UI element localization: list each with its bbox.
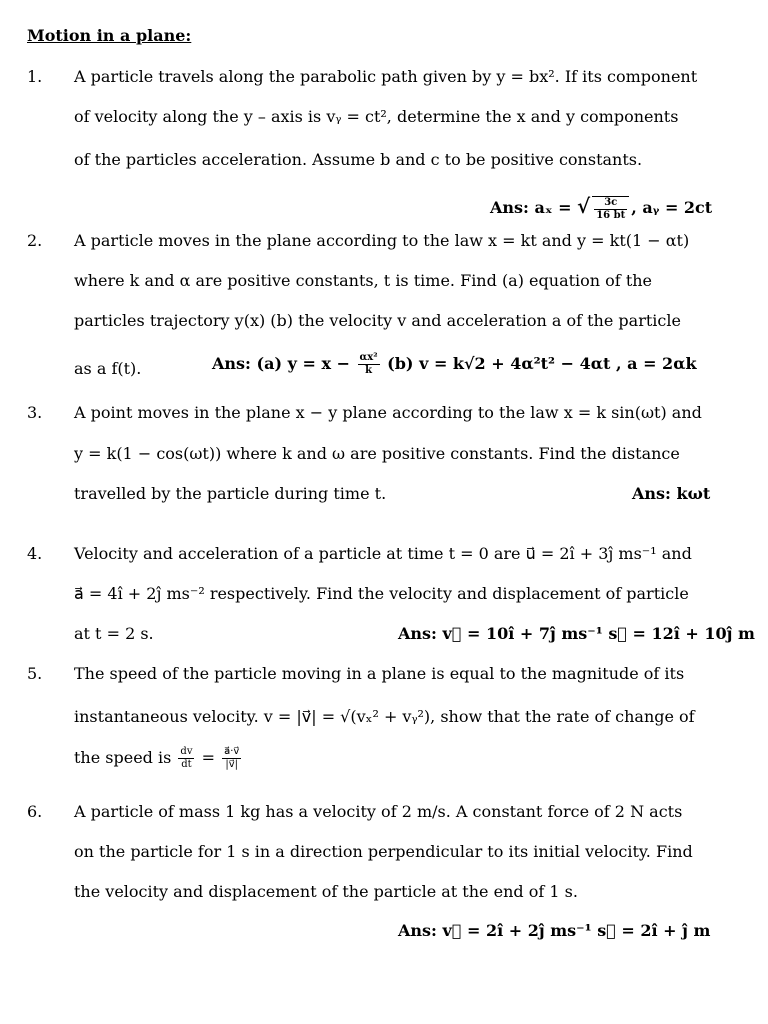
fraction-numerator: 3c	[594, 197, 627, 210]
question-5-line-2: instantaneous velocity. v = |v⃗| = √(vₓ² + vᵧ²), show that the rate of change of	[74, 707, 695, 726]
question-1-answer-label: Ans: aₓ =	[490, 198, 578, 217]
question-2-line-4: as a f(t).	[74, 359, 142, 378]
question-1-answer-fraction	[592, 196, 629, 222]
question-5-line-1: The speed of the particle moving in a plane is equal to the magnitude of its	[74, 664, 685, 683]
question-6-answer: Ans: v⃗ = 2î + 2ĵ ms⁻¹ s⃗ = 2î + ĵ m	[398, 921, 711, 940]
question-3-answer: Ans: kωt	[632, 484, 711, 503]
question-4-number: 4.	[27, 544, 43, 563]
question-5-line-3-text: the speed is	[74, 748, 177, 767]
question-1-answer-rest: , aᵧ = 2ct	[631, 198, 713, 217]
question-1-line-1: A particle travels along the parabolic path given by y = bx². If its component	[74, 67, 698, 86]
fraction-denominator: |v⃗|	[225, 759, 239, 770]
question-2-answer	[212, 352, 697, 377]
question-4-line-2: a⃗ = 4î + 2ĵ ms⁻² respectively. Find the velocity and displacement of particle	[74, 584, 689, 603]
page-title: Motion in a plane:	[27, 26, 192, 45]
question-4-line-1: Velocity and acceleration of a particle at time t = 0 are u⃗ = 2î + 3ĵ ms⁻¹ and	[74, 544, 692, 563]
question-4-answer: Ans: v⃗ = 10î + 7ĵ ms⁻¹ s⃗ = 12î + 10ĵ m	[398, 624, 755, 643]
question-2-answer-a: Ans: (a) y = x −	[212, 354, 356, 373]
fraction-numerator: dv	[180, 746, 193, 757]
question-2-line-1: A particle moves in the plane according to the law x = kt and y = kt(1 − αt)	[74, 231, 690, 250]
sqrt-symbol: √	[577, 194, 591, 218]
question-2-number: 2.	[27, 231, 43, 250]
question-2-line-2: where k and α are positive constants, t is time. Find (a) equation of the	[74, 271, 653, 290]
fraction-denominator: k	[365, 365, 373, 376]
question-3-line-2: y = k(1 − cos(ωt)) where k and ω are positive constants. Find the distance	[74, 444, 680, 463]
question-1-line-3: of the particles acceleration. Assume b and c to be positive constants.	[74, 150, 643, 169]
question-6-line-3: the velocity and displacement of the particle at the end of 1 s.	[74, 882, 578, 901]
question-6-line-2: on the particle for 1 s in a direction perpendicular to its initial velocity. Find	[74, 842, 693, 861]
question-6-line-1: A particle of mass 1 kg has a velocity of 2 m/s. A constant force of 2 N acts	[74, 802, 683, 821]
fraction-denominator: dt	[181, 759, 192, 770]
fraction-numerator: αx²	[359, 352, 378, 363]
question-5-line-3	[74, 746, 243, 771]
question-3-line-3: travelled by the particle during time t.	[74, 484, 387, 503]
equals-sign: =	[201, 748, 215, 767]
question-3-number: 3.	[27, 403, 43, 422]
question-6-number: 6.	[27, 802, 43, 821]
a-dot-v-fraction	[222, 746, 241, 771]
question-1-answer	[490, 194, 712, 222]
question-5-number: 5.	[27, 664, 43, 683]
question-4-line-3: at t = 2 s.	[74, 624, 154, 643]
question-2-line-3: particles trajectory y(x) (b) the velocity v and acceleration a of the particle	[74, 311, 681, 330]
dv-dt-fraction	[178, 746, 194, 771]
question-2-answer-fraction	[358, 352, 380, 377]
fraction-numerator: a⃗·v⃗	[224, 746, 240, 757]
question-2-answer-b: (b) v = k√2 + 4α²t² − 4αt , a = 2αk	[387, 354, 697, 373]
fraction-denominator: 16 bt	[596, 209, 626, 221]
question-1-number: 1.	[27, 67, 43, 86]
question-1-line-2: of velocity along the y – axis is vᵧ = ct², determine the x and y components	[74, 107, 679, 126]
question-3-line-1: A point moves in the plane x − y plane according to the law x = k sin(ωt) and	[74, 403, 702, 422]
